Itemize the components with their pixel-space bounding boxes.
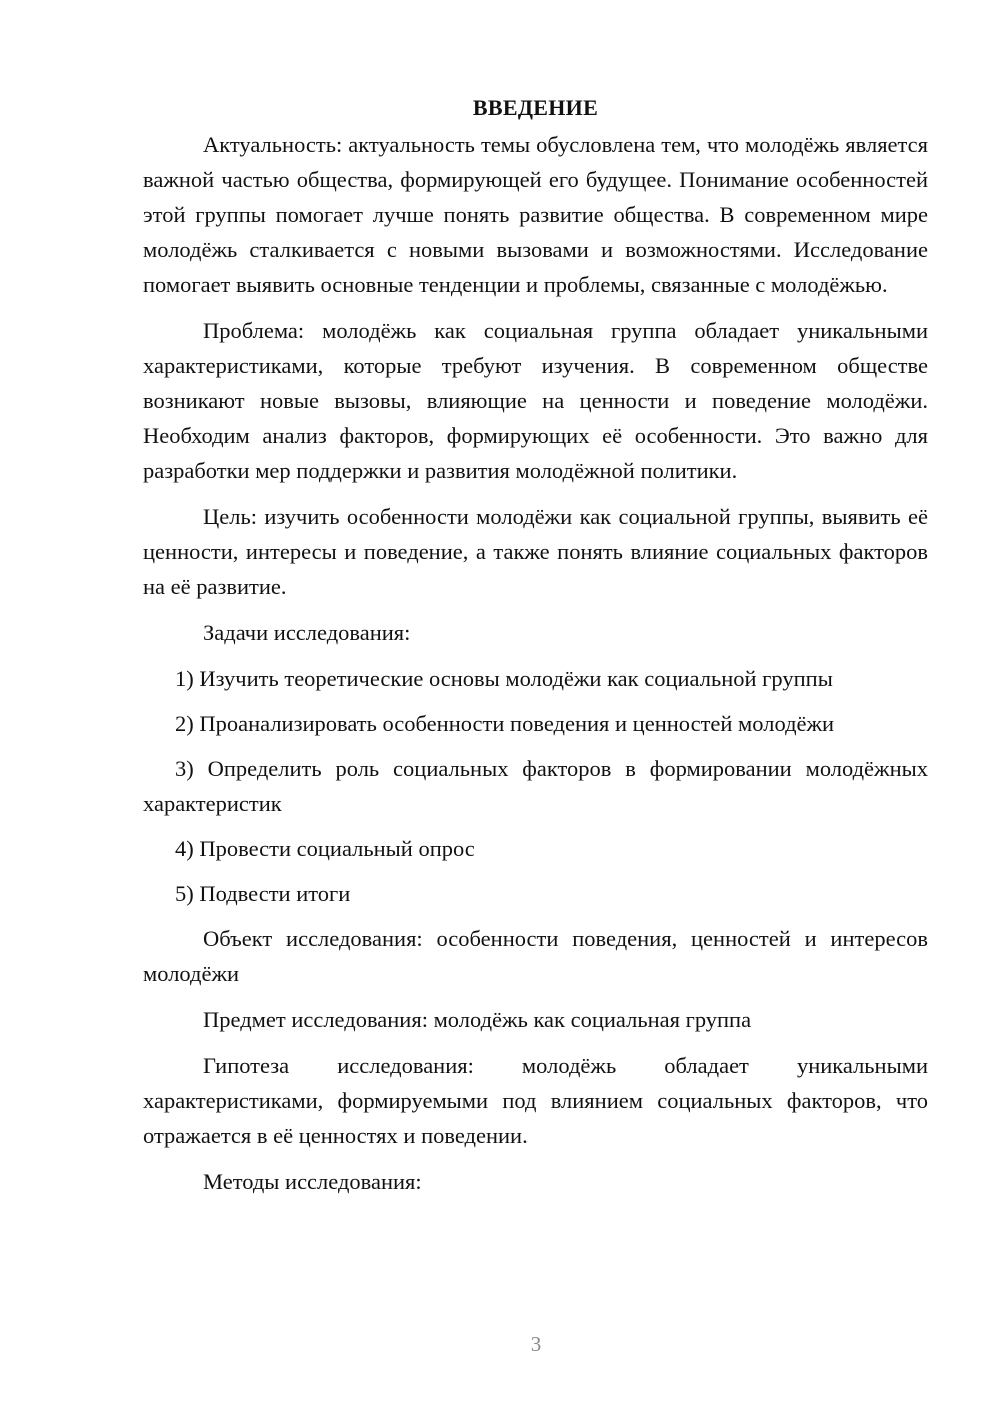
relevance-paragraph: Актуальность: актуальность темы обусловлена тем, что молодёжь является важной частью общества, формирующей его будущее. Понимание особенностей этой группы помогает лучше понять развитие общества. В современном мире молодёжь сталкивается с новыми вызовами и возможностями. Исследование помогает выявить основные тенденции и проблемы, связанные с молодёжью.: [143, 132, 928, 297]
goal-paragraph: Цель: изучить особенности молодёжи как социальной группы, выявить её ценности, интересы и поведение, а также понять влияние социальных факторов на её развитие.: [143, 504, 928, 599]
hypothesis-paragraph: Гипотеза исследования: молодёжь обладает уникальными характеристиками, формируемыми под влиянием социальных факторов, что отражается в её ценностях и поведении.: [143, 1053, 928, 1148]
object-paragraph: Объект исследования: особенности поведения, ценностей и интересов молодёжи: [143, 926, 928, 986]
document-body: [143, 90, 928, 1210]
methods-heading: Методы исследования:: [203, 1169, 422, 1194]
task-item-5: 5) Подвести итоги: [175, 881, 351, 906]
subject-paragraph: Предмет исследования: молодёжь как социальная группа: [203, 1007, 752, 1032]
tasks-heading: Задачи исследования:: [203, 620, 411, 645]
task-item-4: 4) Провести социальный опрос: [175, 836, 475, 861]
task-item-1: 1) Изучить теоретические основы молодёжи как социальной группы: [175, 666, 833, 691]
problem-paragraph: Проблема: молодёжь как социальная группа обладает уникальными характеристиками, которые требуют изучения. В современном обществе возникают новые вызовы, влияющие на ценности и поведение молодёжи. Необходим анализ факторов, формирующих её особенности. Это важно для разработки мер поддержки и развития молодёжной политики.: [143, 318, 928, 483]
task-item-3: 3) Определить роль социальных факторов в формировании молодёжных характеристик: [143, 756, 928, 816]
task-item-2: 2) Проанализировать особенности поведения и ценностей молодёжи: [175, 711, 835, 736]
page-number: 3: [530, 1332, 542, 1356]
section-title: ВВЕДЕНИЕ: [472, 95, 599, 120]
